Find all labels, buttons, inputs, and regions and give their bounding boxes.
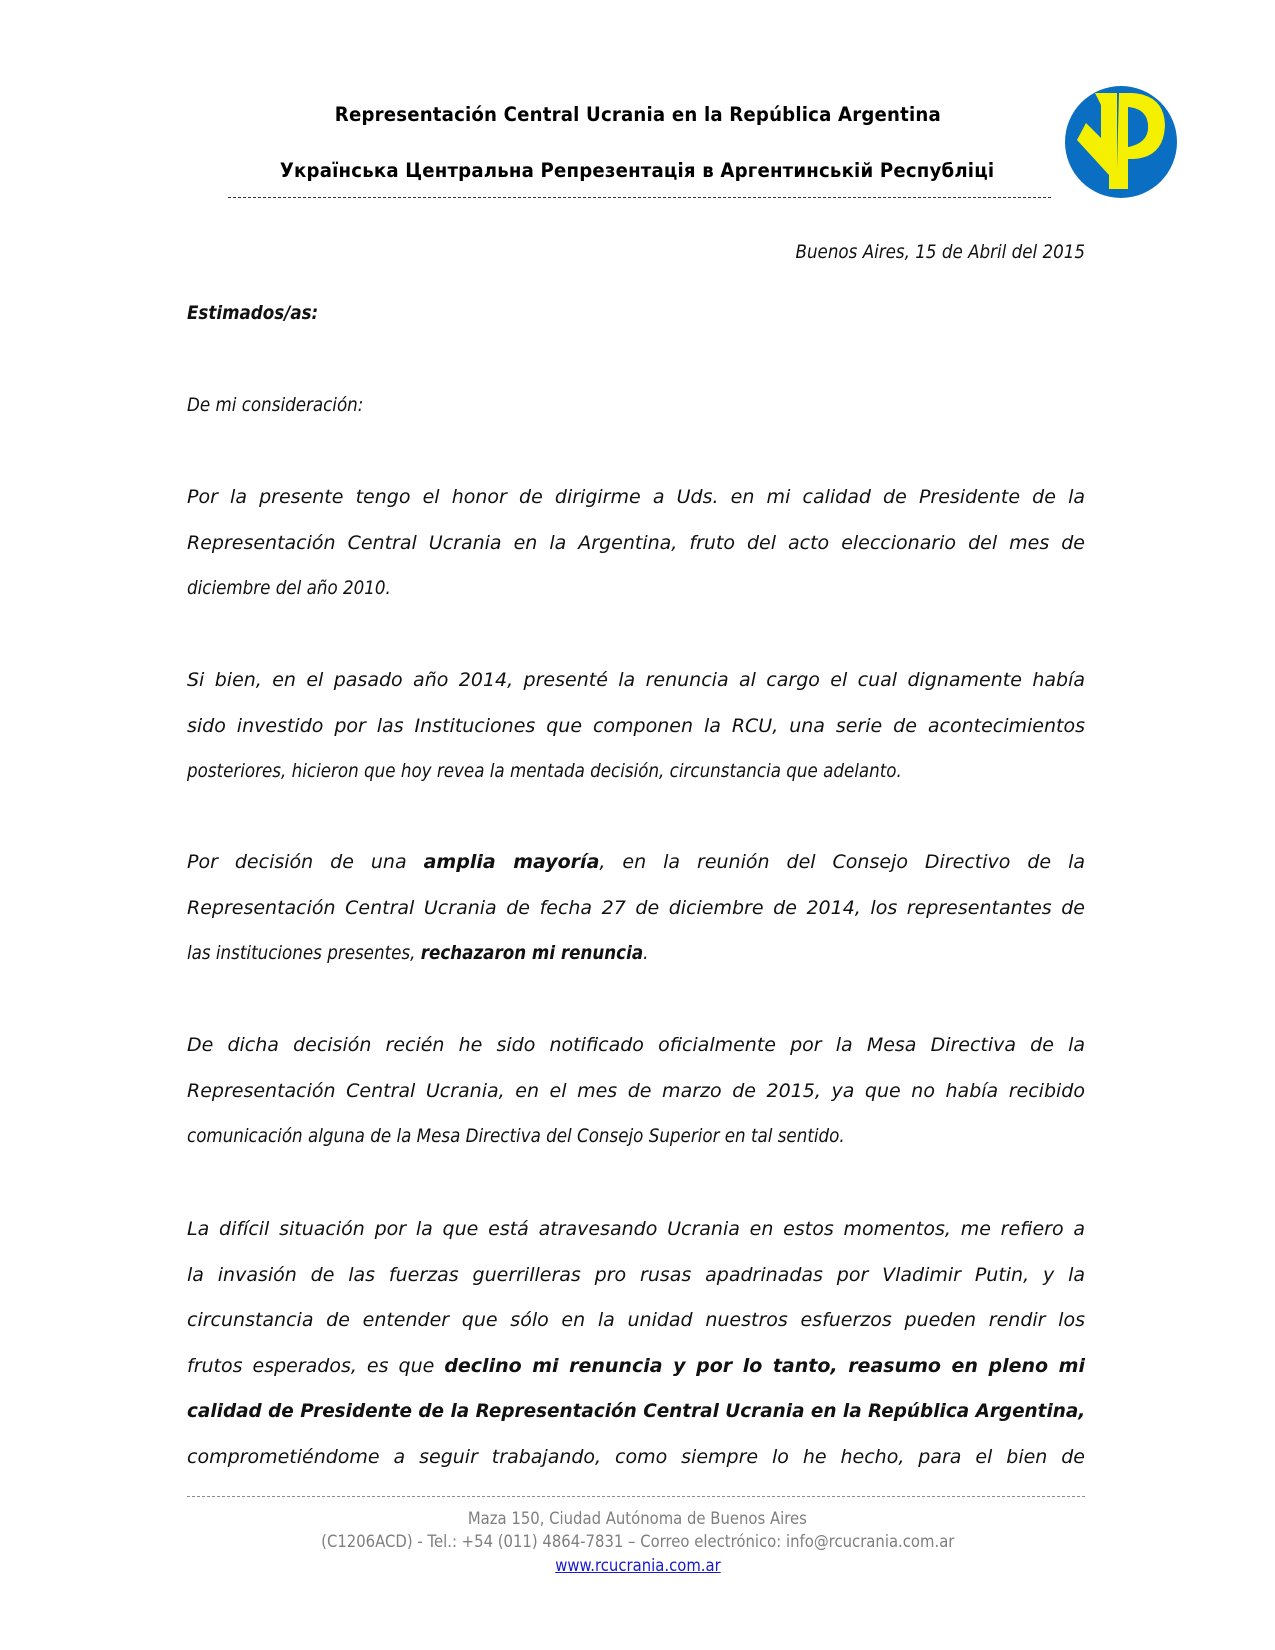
paragraph-line-text (187, 1080, 1085, 1102)
header-title-ukrainian-text: Українська Центральна Репрезентація в Аргентинській Республіці (280, 159, 995, 182)
paragraph-line (187, 1218, 1085, 1244)
paragraph-line (187, 760, 1085, 786)
text-run: Si bien, en el pasado año 2014, presenté la renuncia al cargo el cual dignamente había (187, 669, 1085, 691)
text-run: Por la presente tengo el honor de dirigirme a Uds. en mi calidad de Presidente de la (187, 486, 1085, 508)
footer-divider (187, 1496, 1085, 1497)
paragraph-line-text (187, 1218, 1085, 1240)
text-run: sido investido por las Instituciones que componen la RCU, una serie de acontecimientos (187, 714, 1085, 737)
paragraph-line (187, 897, 1085, 923)
paragraph-line-text (187, 851, 1085, 873)
text-run: la invasión de las fuerzas guerrilleras pro rusas apadrinadas por Vladimir Putin, y la (187, 1263, 1085, 1286)
header-title-spanish-text: Representación Central Ucrania en la República Argentina (334, 103, 941, 126)
paragraph-line (187, 1309, 1085, 1335)
paragraph-line-text (187, 1446, 1085, 1468)
letter-greeting-text: Estimados/as: (187, 302, 319, 324)
emphasis-text: calidad de Presidente de la Representación Central Ucrania en la República Argentina, (187, 1400, 1086, 1423)
paragraph-line (187, 1446, 1085, 1472)
text-run: comunicación alguna de la Mesa Directiva del Consejo Superior en tal sentido. (187, 1125, 845, 1148)
emphasis-text: declino mi renuncia y por lo tanto, reasumo en pleno mi (444, 1354, 1085, 1377)
paragraph-line (187, 486, 1085, 512)
paragraph-line-text (187, 577, 391, 599)
paragraph-line (187, 1264, 1085, 1290)
footer-contact (0, 1532, 1275, 1551)
footer-contact-text: (C1206ACD) - Tel.: +54 (011) 4864-7831 – Correo electrónico: info@rcucrania.com.ar (320, 1532, 955, 1551)
website-link[interactable]: www.rcucrania.com.ar (554, 1556, 721, 1575)
paragraph-line (187, 1125, 1085, 1151)
paragraph-line (187, 1355, 1085, 1381)
paragraph-line-text (187, 897, 1085, 919)
paragraph-line-text (187, 715, 1085, 737)
text-run: Representación Central Ucrania de fecha 27 de diciembre de 2014, los representantes de (187, 896, 1085, 919)
paragraph-line-text (187, 486, 1085, 508)
paragraph-line-text (187, 1034, 1085, 1056)
text-run: frutos esperados, es que (187, 1354, 445, 1377)
paragraph-line (187, 851, 1085, 877)
paragraph-line-text (187, 1264, 1085, 1286)
letter-date (756, 241, 1085, 263)
paragraph-line-text (187, 1400, 1085, 1422)
paragraph-line-text (187, 1125, 845, 1147)
paragraph-line (187, 1400, 1085, 1426)
text-run: Por decisión de una (187, 851, 424, 873)
paragraph-line (187, 1080, 1085, 1106)
paragraph-line (187, 942, 1085, 968)
footer-website (0, 1556, 1275, 1575)
text-run: Representación Central Ucrania, en el mes de marzo de 2015, ya que no había recibido (187, 1079, 1085, 1102)
paragraph-line (187, 577, 1085, 603)
footer-address-text: Maza 150, Ciudad Autónoma de Buenos Aires (467, 1509, 808, 1528)
text-run: , en la reunión del Consejo Directivo de la (599, 851, 1085, 873)
paragraph-line-text (187, 669, 1085, 691)
paragraph-line (187, 715, 1085, 741)
footer-address (0, 1509, 1275, 1528)
text-run: las instituciones presentes, (187, 942, 421, 965)
paragraph-line-text (187, 1309, 1085, 1331)
text-run: La difícil situación por la que está atravesando Ucrania en estos momentos, me refiero a (187, 1218, 1085, 1240)
ucr-monogram-logo-icon (1064, 85, 1178, 199)
letter-greeting (187, 302, 336, 324)
emphasis-text: rechazaron mi renuncia (420, 942, 644, 965)
text-run: diciembre del año 2010. (187, 577, 391, 600)
header-divider (228, 197, 1051, 198)
paragraph-line-text (187, 532, 1085, 554)
paragraph-line (187, 532, 1085, 558)
text-run: comprometiéndome a seguir trabajando, como siempre lo he hecho, para el bien de (187, 1446, 1085, 1468)
paragraph-line-text (187, 942, 648, 964)
letter-salutation (187, 394, 387, 416)
text-run: De dicha decisión recién he sido notificado oficialmente por la Mesa Directiva de la (187, 1034, 1085, 1056)
emphasis-text: amplia mayoría (423, 851, 600, 873)
letter-date-text: Buenos Aires, 15 de Abril del 2015 (795, 241, 1085, 263)
text-run: Representación Central Ucrania en la Argentina, fruto del acto eleccionario del mes de (187, 531, 1085, 554)
text-run: posteriores, hicieron que hoy revea la mentada decisión, circunstancia que adelanto. (187, 760, 902, 783)
letter-salutation-text: De mi consideración: (187, 394, 364, 416)
paragraph-line (187, 1034, 1085, 1060)
paragraph-line-text (187, 1355, 1085, 1377)
text-run: circunstancia de entender que sólo en la unidad nuestros esfuerzos pueden rendir los (187, 1309, 1085, 1332)
text-run: . (643, 942, 649, 965)
paragraph-line-text (187, 760, 902, 782)
paragraph-line (187, 669, 1085, 695)
